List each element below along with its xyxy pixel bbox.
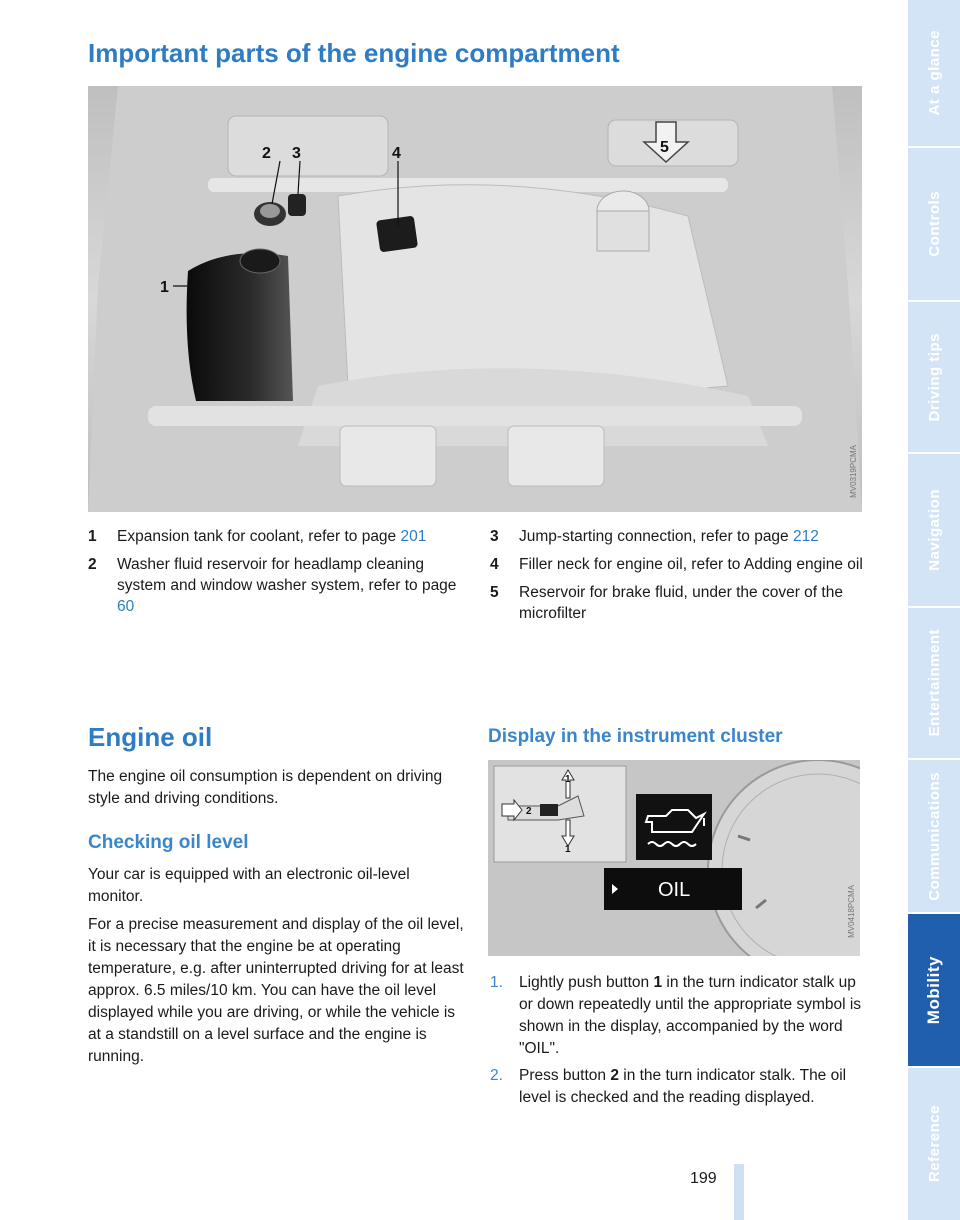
- legend-number: 1: [88, 528, 97, 545]
- stalk-label-2: 2: [526, 806, 532, 817]
- step-text: Press button: [519, 1067, 611, 1084]
- checking-paragraph-2: For a precise measurement and display of the oil level, it is necessary that the engine be at operating temperature, e.g. after uninterrupted driving for at least approx. 6.5 miles/10 km. You can have the oil level displayed while you are driving, or while the vehicle is at a standstill on a level surface and the engine is running.: [88, 916, 464, 1065]
- tab-label: Entertainment: [925, 629, 943, 737]
- list-item: [490, 1065, 862, 1109]
- steps-list: [490, 972, 862, 1114]
- tab-label: At a glance: [925, 30, 943, 116]
- page-number-bar: [734, 1164, 744, 1220]
- subheading-checking-oil-level: Checking oil level: [88, 832, 249, 853]
- checking-paragraph-1: Your car is equipped with an electronic oil-level monitor.: [88, 866, 410, 905]
- photo-image-code: MV0319PCMA: [849, 445, 858, 498]
- legend-text: Expansion tank for coolant, refer to page: [117, 528, 401, 545]
- tab-driving-tips[interactable]: [908, 302, 960, 454]
- tab-mobility[interactable]: [908, 914, 960, 1068]
- step-number: 1.: [490, 974, 503, 991]
- instrument-cluster-image: [488, 760, 860, 956]
- tab-reference[interactable]: [908, 1068, 960, 1220]
- legend-text: Reservoir for brake fluid, under the cover of the microfilter: [519, 584, 843, 622]
- stalk-label-1b: 1: [565, 844, 571, 855]
- cluster-image-code: MV0418PCMA: [847, 885, 856, 938]
- legend-item: [88, 554, 464, 617]
- tab-communications[interactable]: [908, 760, 960, 914]
- tab-navigation[interactable]: [908, 454, 960, 608]
- tab-at-a-glance[interactable]: [908, 0, 960, 148]
- page-link[interactable]: 201: [400, 528, 427, 545]
- tab-label: Navigation: [925, 489, 943, 571]
- legend-number: 3: [490, 528, 499, 545]
- legend-number: 2: [88, 556, 97, 573]
- callout-2: 2: [262, 145, 271, 162]
- step-text: in the turn indicator stalk. The oil level is checked and the reading displayed.: [519, 1067, 847, 1106]
- tab-label: Reference: [925, 1105, 943, 1183]
- step-number: 2.: [490, 1067, 503, 1084]
- legend-item: [490, 582, 864, 624]
- list-item: [490, 972, 862, 1060]
- callout-4: 4: [392, 145, 401, 162]
- oil-display-text: OIL: [658, 879, 691, 901]
- subheading-display-instrument-cluster: Display in the instrument cluster: [488, 726, 783, 747]
- page-title: Important parts of the engine compartment: [88, 38, 620, 68]
- step-button-ref: 1: [653, 974, 663, 991]
- stalk-label-1: 1: [565, 774, 571, 785]
- legend-text: Washer fluid reservoir for headlamp cleaning system and window washer system, refer to page: [117, 556, 457, 594]
- page-link[interactable]: 212: [792, 528, 819, 545]
- page-number: 199: [690, 1170, 717, 1187]
- step-text: Lightly push button: [519, 974, 654, 991]
- legend-right: [490, 526, 864, 631]
- tab-entertainment[interactable]: [908, 608, 960, 760]
- chapter-sidebar: [908, 0, 960, 1220]
- tab-label: Communications: [925, 771, 943, 901]
- legend-item: [88, 526, 464, 547]
- step-text: in the turn indicator stalk up or down repeatedly until the appropriate symbol is shown in the display, accompanied by the word "OIL".: [519, 974, 862, 1057]
- legend-item: [490, 526, 864, 547]
- tab-label: Driving tips: [925, 332, 943, 422]
- callout-5: 5: [660, 139, 669, 156]
- callout-3: 3: [292, 145, 301, 162]
- legend-left: [88, 526, 464, 624]
- legend-number: 5: [490, 584, 499, 601]
- legend-number: 4: [490, 556, 499, 573]
- section-heading-engine-oil: Engine oil: [88, 722, 213, 752]
- callout-1: 1: [160, 279, 169, 296]
- engine-oil-intro: The engine oil consumption is dependent on driving style and driving conditions.: [88, 768, 443, 807]
- engine-compartment-illustration: [88, 86, 862, 512]
- tab-label: Controls: [925, 191, 943, 257]
- instrument-cluster-illustration: [488, 760, 860, 956]
- page-link[interactable]: 60: [117, 598, 135, 615]
- legend-text: Filler neck for engine oil, refer to Adding engine oil: [519, 556, 863, 573]
- engine-compartment-photo: [88, 86, 862, 512]
- step-button-ref: 2: [610, 1067, 619, 1084]
- legend-text: Jump-starting connection, refer to page: [519, 528, 793, 545]
- tab-controls[interactable]: [908, 148, 960, 302]
- legend-item: [490, 554, 864, 575]
- tab-label: Mobility: [924, 955, 943, 1025]
